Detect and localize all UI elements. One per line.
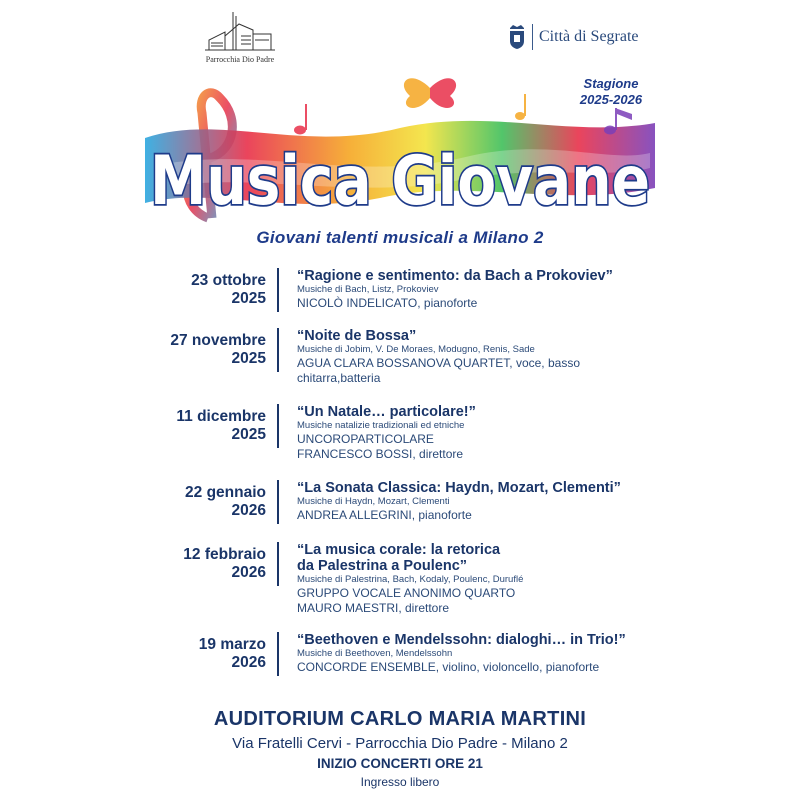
event-program: Musiche natalizie tradizionali ed etniche xyxy=(297,420,465,431)
city-name: Città di Segrate xyxy=(539,28,639,45)
event-separator xyxy=(277,328,279,372)
coat-of-arms-icon xyxy=(508,24,526,50)
event-title: “Un Natale… particolare!” xyxy=(297,404,476,420)
event-title: “Ragione e sentimento: da Bach a Prokoviev” xyxy=(297,268,613,284)
event-date-day: 12 febbraio xyxy=(183,546,266,563)
event-program: Musiche di Bach, Listz, Prokoviev xyxy=(297,284,439,295)
banner-subtitle: Giovani talenti musicali a Milano 2 xyxy=(256,228,544,247)
concert-start-time: INIZIO CONCERTI ORE 21 xyxy=(317,756,483,771)
event-performers: AGUA CLARA BOSSANOVA QUARTET, voce, basso chitarra,batteria xyxy=(297,356,580,385)
venue-info xyxy=(0,708,800,789)
event-separator xyxy=(277,542,279,586)
church-building-icon xyxy=(205,10,275,54)
event-performers: GRUPPO VOCALE ANONIMO QUARTO MAURO MAESTRI, direttore xyxy=(297,586,516,615)
event-details xyxy=(297,268,717,311)
event-date-day: 19 marzo xyxy=(198,636,266,653)
event-date-year: 2026 xyxy=(231,654,266,671)
event-title: “Noite de Bossa” xyxy=(297,328,417,344)
event-separator xyxy=(277,404,279,448)
event-date xyxy=(120,408,266,444)
event-date-day: 22 gennaio xyxy=(185,484,266,501)
event-details xyxy=(297,542,717,616)
event-date xyxy=(120,636,266,672)
parish-logo-caption: Parrocchia Dio Padre xyxy=(205,55,275,64)
event-details xyxy=(297,404,717,462)
event-program: Musiche di Haydn, Mozart, Clementi xyxy=(297,496,450,507)
city-logo xyxy=(508,24,639,50)
event-performers: ANDREA ALLEGRINI, pianoforte xyxy=(297,508,472,522)
event-separator xyxy=(277,480,279,524)
event-program: Musiche di Jobim, V. De Moraes, Modugno, Renis, Sade xyxy=(297,344,535,355)
event-program: Musiche di Palestrina, Bach, Kodaly, Poulenc, Duruflé xyxy=(297,574,524,585)
butterfly-icon xyxy=(404,78,456,108)
event-details xyxy=(297,480,717,523)
event-performers: UNCOROPARTICOLARE FRANCESCO BOSSI, direttore xyxy=(297,432,464,461)
event-date-year: 2026 xyxy=(231,564,266,581)
event-title: “La musica corale: la retorica da Palestrina a Poulenc” xyxy=(297,542,501,574)
event-date-year: 2025 xyxy=(231,426,266,443)
venue-address: Via Fratelli Cervi - Parrocchia Dio Padre - Milano 2 xyxy=(232,735,568,752)
event-details xyxy=(297,328,717,386)
event-details xyxy=(297,632,717,675)
event-date-day: 27 novembre xyxy=(170,332,266,349)
event-separator xyxy=(277,632,279,676)
event-date xyxy=(120,272,266,308)
banner-title: Musica Giovane xyxy=(150,142,650,221)
event-date xyxy=(120,332,266,368)
season-label-word: Stagione xyxy=(583,76,639,91)
parish-logo xyxy=(195,10,285,68)
venue-name: AUDITORIUM CARLO MARIA MARTINI xyxy=(213,708,587,730)
event-performers: CONCORDE ENSEMBLE, violino, violoncello, pianoforte xyxy=(297,660,600,674)
event-date xyxy=(120,484,266,520)
event-date-year: 2025 xyxy=(231,290,266,307)
event-date-day: 23 ottobre xyxy=(191,272,266,289)
event-title: “La Sonata Classica: Haydn, Mozart, Clementi” xyxy=(297,480,621,496)
title-banner xyxy=(140,68,660,233)
event-title: “Beethoven e Mendelssohn: dialoghi… in Trio!” xyxy=(297,632,626,648)
event-date-year: 2026 xyxy=(231,502,266,519)
admission-note: Ingresso libero xyxy=(360,775,440,789)
event-separator xyxy=(277,268,279,312)
event-date-year: 2025 xyxy=(231,350,266,367)
event-performers: NICOLÒ INDELICATO, pianoforte xyxy=(297,296,478,310)
event-program: Musiche di Beethoven, Mendelssohn xyxy=(297,648,453,659)
event-date-day: 11 dicembre xyxy=(176,408,266,425)
season-label-years: 2025-2026 xyxy=(579,92,643,107)
event-date xyxy=(120,546,266,582)
